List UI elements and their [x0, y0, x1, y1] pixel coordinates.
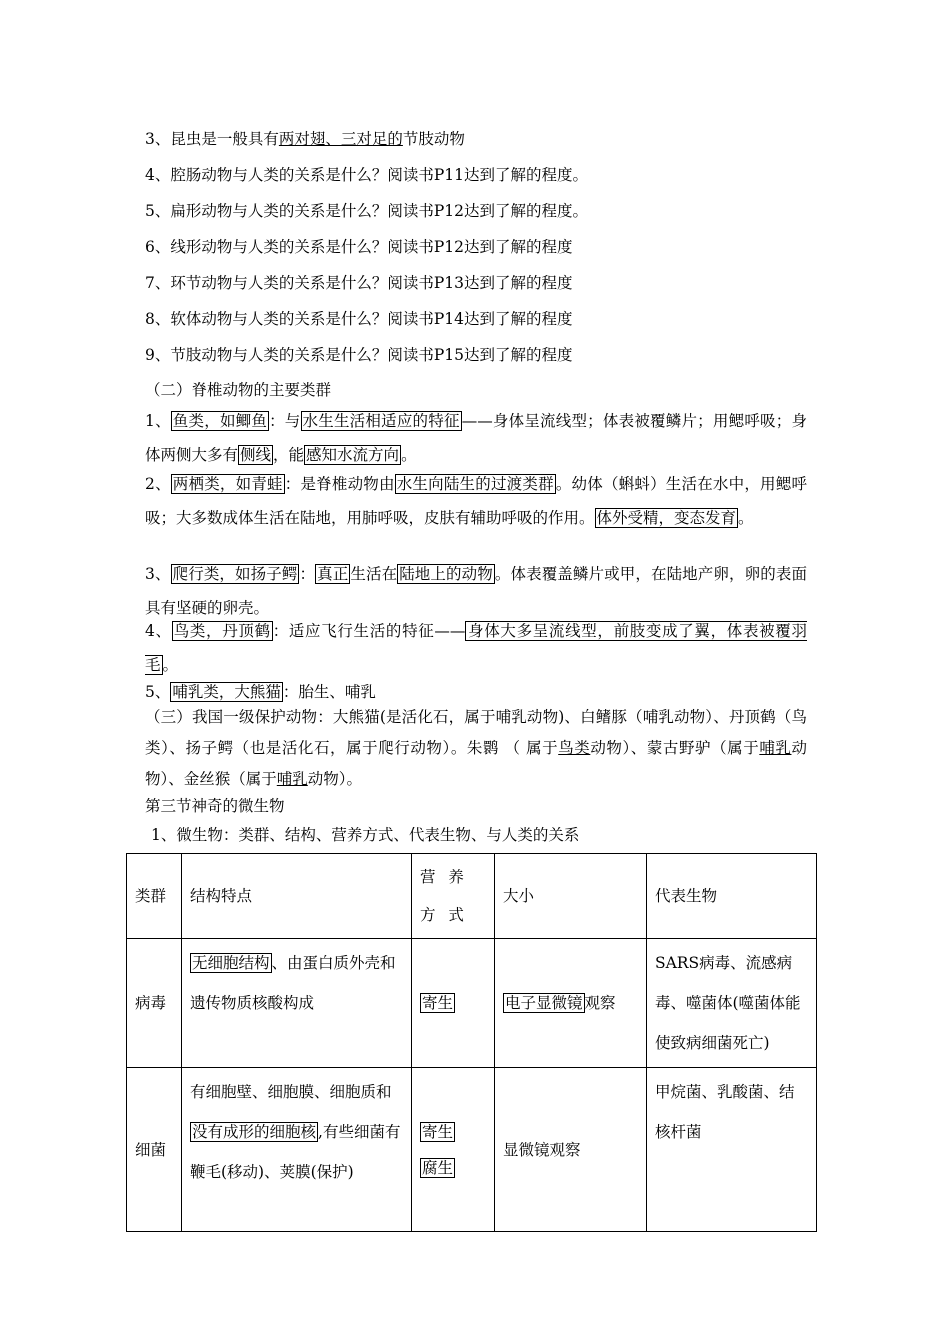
boxed-text: 感知水流方向: [306, 446, 400, 464]
cell-structure: [182, 939, 412, 1068]
boxed-text: 水生向陆生的过渡类群: [396, 475, 554, 493]
cell-size: [495, 939, 647, 1068]
text: 。幼体（蝌蚪）生活在水中，用鳃呼吸；大多数成体生活在陆地，用肺呼吸，皮肤有辅助呼吸的作用。: [145, 475, 807, 527]
cell-examples: SARS病毒、流感病毒、噬菌体(噬菌体能使致病细菌死亡): [647, 939, 817, 1068]
paragraph-protected-animals: [145, 702, 807, 795]
header-examples: 代表生物: [647, 854, 817, 939]
header-size: 大小: [495, 854, 647, 939]
boxed-text: 无细胞结构: [192, 954, 270, 972]
text: ,有些细菌有鞭毛(移动)、荚膜(保护): [190, 1123, 401, 1181]
boxed-text: 爬行类，如扬子鳄: [172, 565, 298, 583]
underlined-text: 鸟类: [558, 739, 591, 757]
boxed-text: 真正: [317, 565, 349, 583]
text: 动物）。: [307, 770, 363, 788]
cell-structure: [182, 1068, 412, 1232]
text: 5、: [145, 683, 171, 701]
boxed-text: 寄生: [422, 994, 454, 1012]
section-title: 第三节神奇的微生物: [145, 797, 285, 815]
text: 、由蛋白质外壳和遗传物质核酸构成: [190, 954, 396, 1012]
text: 有细胞壁、细胞膜、细胞质和: [190, 1083, 392, 1101]
boxed-text: 没有成形的细胞核: [192, 1123, 317, 1141]
boxed-text: 侧线: [240, 446, 272, 464]
boxed-text: 体外受精，变态发育: [596, 509, 737, 527]
table-row-virus: [127, 939, 817, 1068]
text: ：胎生、哺乳: [282, 683, 376, 701]
boxed-text: 陆地上的动物: [399, 565, 493, 583]
text: 。体表覆盖鳞片或甲，在陆地产卵，卵的表面具有坚硬的卵壳。: [145, 565, 807, 617]
line-roundworm: 6、线形动物与人类的关系是什么？阅读书P12达到了解的程度: [145, 238, 573, 256]
text: 动物）、金丝猴（属于: [145, 739, 807, 788]
text: 4、: [145, 622, 172, 640]
text: （三）我国一级保护动物：大熊猫(是活化石，属于哺乳动物)、白鳍豚（哺乳动物）、丹顶鹤（鸟类）、扬子鳄（也是活化石，属于爬行动物）。朱鹮 （ 属于: [145, 708, 807, 757]
underlined-text: 哺乳: [759, 739, 792, 757]
text: 生活在: [350, 565, 398, 583]
text: 3、: [145, 565, 171, 583]
text: 。: [401, 446, 417, 464]
text: 节肢动物: [402, 130, 465, 148]
text: 3、昆虫是一般具有: [145, 130, 279, 148]
boxed-text: 身体大多呈流线型，前肢变成了翼，体表被覆羽毛: [145, 622, 807, 674]
cell-nutrition: [412, 1068, 495, 1232]
text: 。: [738, 509, 754, 527]
cell-size: 显微镜观察: [495, 1068, 647, 1232]
boxed-text: 两栖类，如青蛙: [172, 475, 283, 493]
cell-group: 病毒: [127, 939, 182, 1068]
text: ：: [299, 565, 316, 583]
text: ：是脊椎动物由: [284, 475, 395, 493]
boxed-text: 哺乳类，大熊猫: [172, 683, 281, 701]
line-annelid: 7、环节动物与人类的关系是什么？阅读书P13达到了解的程度: [145, 274, 573, 292]
boxed-text: 鱼类，如鲫鱼: [172, 412, 268, 430]
table-header-row: [127, 854, 817, 939]
cell-group: 细菌: [127, 1068, 182, 1232]
section-item-1: 1、微生物：类群、结构、营养方式、代表生物、与人类的关系: [151, 826, 580, 844]
cell-examples: 甲烷菌、乳酸菌、结核杆菌: [647, 1068, 817, 1232]
heading-vertebrates: （二）脊椎动物的主要类群: [145, 381, 332, 399]
microbe-table: [126, 853, 817, 1232]
header-structure: 结构特点: [182, 854, 412, 939]
line-mollusk: 8、软体动物与人类的关系是什么？阅读书P14达到了解的程度: [145, 310, 573, 328]
underlined-text: 两对翅、三对足的: [278, 130, 403, 148]
text: ，能: [273, 446, 305, 464]
table-row-bacteria: [127, 1068, 817, 1232]
line-coelenterate: 4、腔肠动物与人类的关系是什么？阅读书P11达到了解的程度。: [145, 166, 589, 184]
text: 。: [162, 656, 179, 674]
boxed-text: 水生生活相适应的特征: [302, 412, 460, 430]
header-nutrition: 营 养 方 式: [412, 854, 495, 939]
text: ——身体呈流线型；体表被覆鳞片；用鳃呼吸；身体两侧大多有: [145, 412, 807, 464]
boxed-text: 寄生: [422, 1122, 454, 1141]
header-group: 类群: [127, 854, 182, 939]
paragraph-fish: [145, 404, 807, 472]
paragraph-bird: [145, 614, 807, 682]
text: 动物）、蒙古野驴（属于: [590, 739, 760, 757]
line-insect: [145, 127, 465, 149]
text: 观察: [584, 994, 616, 1012]
text: ：与: [269, 412, 301, 430]
text: ：适应飞行生活的特征——: [272, 622, 466, 640]
text: 1、: [145, 412, 171, 430]
boxed-text: 电子显微镜: [505, 994, 583, 1012]
text: 2、: [145, 475, 171, 493]
cell-nutrition: [412, 939, 495, 1068]
line-arthropod: 9、节肢动物与人类的关系是什么？阅读书P15达到了解的程度: [145, 346, 573, 364]
paragraph-amphibian: [145, 467, 807, 535]
line-flatworm: 5、扁形动物与人类的关系是什么？阅读书P12达到了解的程度。: [145, 202, 589, 220]
boxed-text: 鸟类，丹顶鹤: [173, 622, 271, 640]
underlined-text: 哺乳: [276, 770, 308, 788]
boxed-text: 腐生: [422, 1158, 454, 1177]
